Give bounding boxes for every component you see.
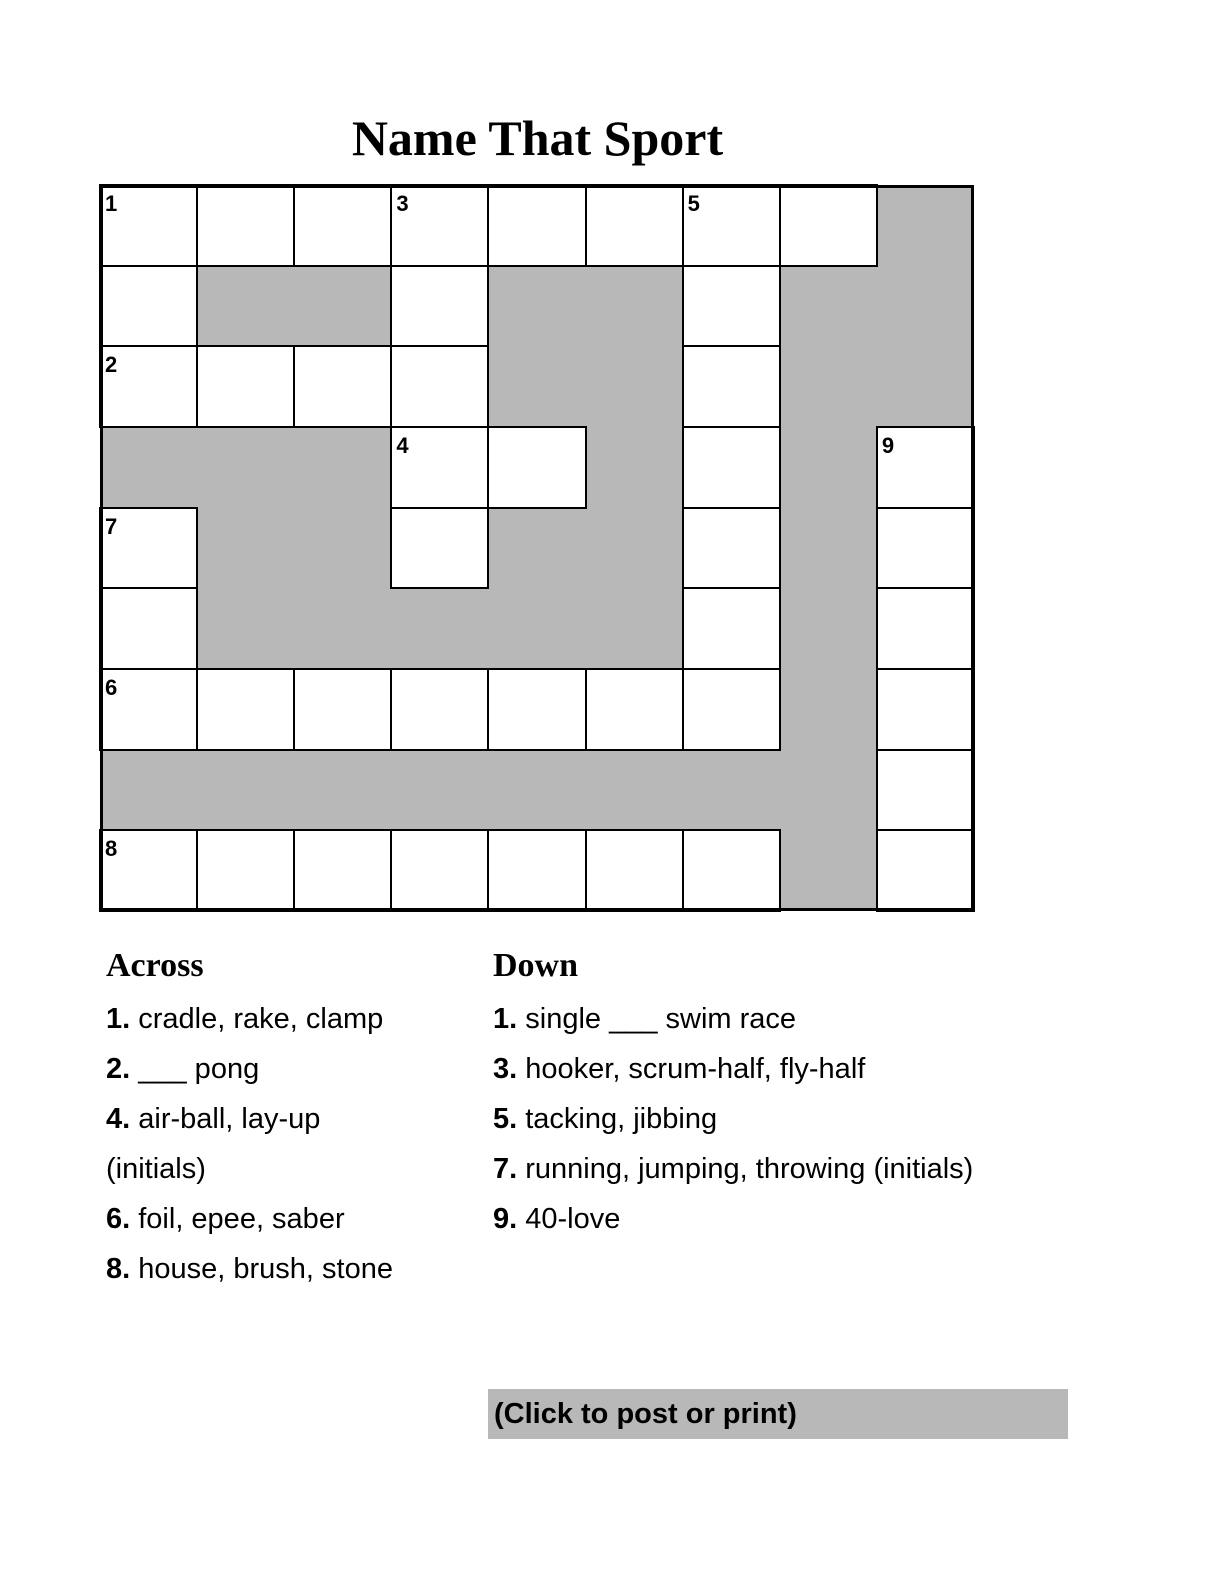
crossword-cell-4[interactable] xyxy=(390,426,489,509)
down-clue xyxy=(493,1194,1093,1244)
across-clue xyxy=(106,1044,466,1094)
down-clue xyxy=(493,1044,1093,1094)
crossword-cell[interactable] xyxy=(876,749,975,832)
clue-text: air-ball, lay-up xyxy=(130,1103,321,1135)
across-heading: Across xyxy=(106,947,204,984)
crossword-cell-3[interactable] xyxy=(390,184,489,267)
across-clue xyxy=(106,1194,466,1244)
crossword-cell[interactable] xyxy=(682,345,781,428)
across-clues xyxy=(106,944,466,1294)
crossword-cell[interactable] xyxy=(876,507,975,590)
crossword-cell-9[interactable] xyxy=(876,426,975,509)
crossword-cell[interactable] xyxy=(682,829,781,912)
clue-number: 7 xyxy=(105,513,118,539)
crossword-cell[interactable] xyxy=(682,426,781,509)
clue-text: foil, epee, saber xyxy=(130,1203,345,1235)
crossword-cell[interactable] xyxy=(487,426,586,509)
clue-number: 8. xyxy=(106,1253,131,1285)
post-or-print-button[interactable]: (Click to post or print) xyxy=(488,1389,1068,1439)
down-heading: Down xyxy=(493,947,579,984)
clue-number: 3. xyxy=(493,1053,518,1085)
down-clue xyxy=(493,994,1093,1044)
clue-number: 1. xyxy=(493,1003,518,1035)
clue-text: running, jumping, throwing (initials) xyxy=(517,1153,974,1185)
crossword-cell-2[interactable] xyxy=(99,345,198,428)
clue-number: 7. xyxy=(493,1153,518,1185)
clue-number: 1 xyxy=(105,191,118,216)
crossword-cell[interactable] xyxy=(196,184,295,267)
clue-text: tacking, jibbing xyxy=(517,1103,718,1135)
across-clue xyxy=(106,1094,466,1194)
clue-text: hooker, scrum-half, fly-half xyxy=(517,1053,866,1085)
crossword-cell[interactable] xyxy=(682,507,781,590)
crossword-cell[interactable] xyxy=(682,668,781,751)
crossword-cell-5[interactable] xyxy=(682,184,781,267)
down-clue xyxy=(493,1144,1093,1194)
clue-number: 2 xyxy=(105,352,118,378)
crossword-cell[interactable] xyxy=(196,668,295,751)
down-clue xyxy=(493,1094,1093,1144)
crossword-cell[interactable] xyxy=(682,265,781,348)
crossword-cell[interactable] xyxy=(585,668,684,751)
crossword-cell[interactable] xyxy=(293,668,392,751)
clue-number: 4. xyxy=(106,1103,131,1135)
crossword-cell[interactable] xyxy=(293,184,392,267)
crossword-cell[interactable] xyxy=(585,184,684,267)
clue-text: 40-love xyxy=(517,1203,621,1235)
crossword-cell[interactable] xyxy=(99,587,198,670)
across-clue xyxy=(106,994,466,1044)
down-clues xyxy=(493,944,1093,1244)
crossword-cell[interactable] xyxy=(196,829,295,912)
crossword-cell[interactable] xyxy=(876,829,975,912)
crossword-cell[interactable] xyxy=(682,587,781,670)
crossword-cell[interactable] xyxy=(293,829,392,912)
clue-number: 2. xyxy=(106,1053,131,1085)
clue-number: 9 xyxy=(881,433,895,458)
crossword-cell[interactable] xyxy=(487,184,586,267)
clue-text: single ___ swim race xyxy=(517,1003,797,1035)
crossword-cell[interactable] xyxy=(876,668,975,751)
crossword-cell-1[interactable] xyxy=(99,184,198,267)
crossword-cell[interactable] xyxy=(196,345,295,428)
crossword-cell-7[interactable] xyxy=(99,507,198,590)
clue-text-continued: (initials) xyxy=(106,1153,206,1185)
clue-number: 1. xyxy=(106,1003,131,1035)
crossword-cell-6[interactable] xyxy=(99,668,198,751)
crossword-cell[interactable] xyxy=(390,668,489,751)
crossword-cell[interactable] xyxy=(390,265,489,348)
clue-text: ___ pong xyxy=(130,1053,260,1085)
clue-number: 6. xyxy=(106,1203,131,1235)
clue-number: 4 xyxy=(396,433,409,458)
clue-number: 6 xyxy=(105,675,118,700)
clue-number: 9. xyxy=(493,1203,518,1235)
puzzle-title: Name That Sport xyxy=(351,110,724,166)
crossword-cell[interactable] xyxy=(779,184,878,267)
clue-number: 8 xyxy=(105,836,118,862)
crossword-cell[interactable] xyxy=(99,265,198,348)
crossword-cell[interactable] xyxy=(487,829,586,912)
crossword-cell-8[interactable] xyxy=(99,829,198,912)
crossword-grid xyxy=(100,185,974,911)
across-clue xyxy=(106,1244,466,1294)
clue-text: house, brush, stone xyxy=(130,1253,393,1285)
clue-number: 5. xyxy=(493,1103,518,1135)
crossword-cell[interactable] xyxy=(585,829,684,912)
crossword-cell[interactable] xyxy=(390,507,489,590)
crossword-cell[interactable] xyxy=(390,829,489,912)
crossword-cell[interactable] xyxy=(876,587,975,670)
crossword-cell[interactable] xyxy=(487,668,586,751)
clue-number: 3 xyxy=(396,191,409,216)
grid-border xyxy=(100,185,974,911)
clue-number: 5 xyxy=(687,191,700,216)
crossword-cell[interactable] xyxy=(390,345,489,428)
clue-text: cradle, rake, clamp xyxy=(130,1003,384,1035)
crossword-cell[interactable] xyxy=(293,345,392,428)
